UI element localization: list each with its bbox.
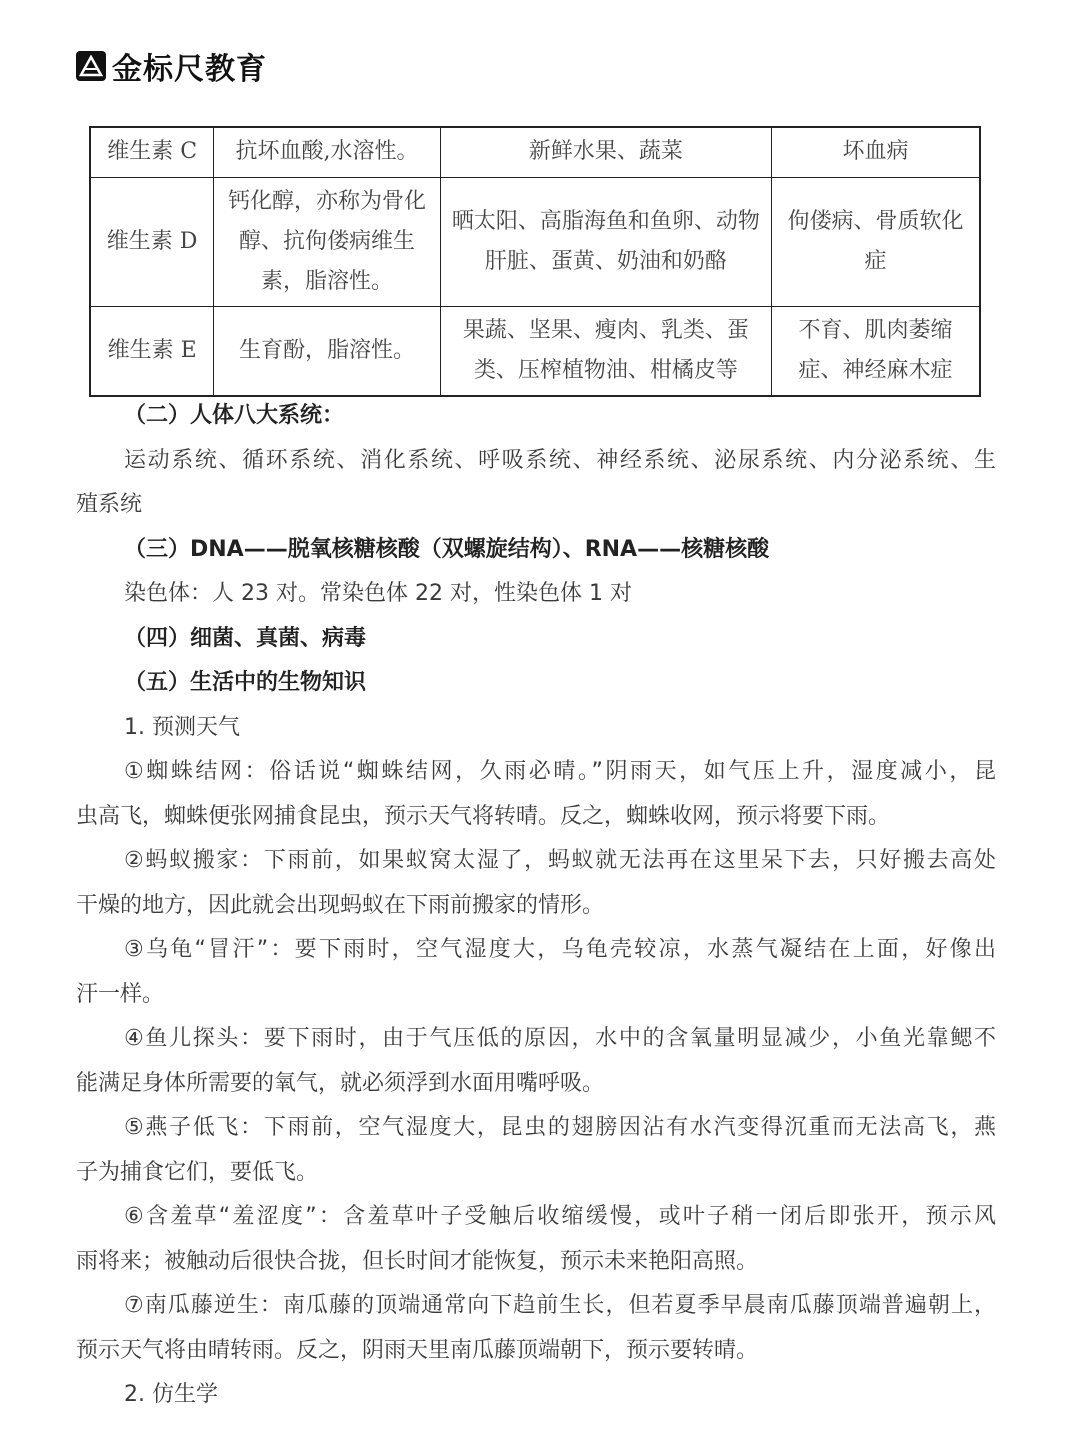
- table-cell: 新鲜水果、蔬菜: [440, 127, 771, 177]
- table-row: [90, 127, 980, 177]
- paragraph-line: 虫高飞，蜘蛛便张网捕食昆虫，预示天气将转晴。反之，蜘蛛收网，预示将要下雨。: [76, 803, 891, 829]
- brand-logo-icon: [76, 51, 106, 81]
- paragraph-line: ②蚂蚁搬家：下雨前，如果蚁窝太湿了，蚂蚁就无法再在这里呆下去，只好搬去高处: [124, 848, 996, 873]
- paragraph-line: ⑦南瓜藤逆生：南瓜藤的顶端通常向下趋前生长，但若夏季早晨南瓜藤顶端普遍朝上，: [124, 1293, 996, 1318]
- brand-logo: [76, 48, 267, 87]
- paragraph-line: ④鱼儿探头：要下雨时，由于气压低的原因，水中的含氧量明显减少，小鱼光靠鳃不: [124, 1026, 996, 1051]
- table-cell: 坏血病: [771, 127, 980, 177]
- table-row: [90, 177, 980, 306]
- table-cell: 佝偻病、骨质软化症: [771, 177, 980, 306]
- paragraph-line: ③乌龟“冒汗”：要下雨时，空气湿度大，乌龟壳较凉，水蒸气凝结在上面，好像出: [124, 937, 996, 962]
- paragraph-line: 运动系统、循环系统、消化系统、呼吸系统、神经系统、泌尿系统、内分泌系统、生: [124, 447, 996, 473]
- section-heading: （三）DNA——脱氧核糖核酸（双螺旋结构）、RNA——核糖核酸: [124, 536, 770, 562]
- table-cell: 生育酚，脂溶性。: [214, 306, 441, 396]
- table-cell: 维生素 D: [90, 177, 214, 306]
- table-cell: 抗坏血酸,水溶性。: [214, 127, 441, 177]
- document-body: [76, 394, 996, 1418]
- section-heading: （五）生活中的生物知识: [124, 670, 367, 695]
- paragraph-line: 干燥的地方，因此就会出现蚂蚁在下雨前搬家的情形。: [76, 892, 605, 918]
- paragraph-line: 染色体：人 23 对。常染色体 22 对，性染色体 1 对: [124, 581, 632, 606]
- paragraph-line: 殖系统: [76, 492, 143, 517]
- brand-name: 金标尺教育: [112, 52, 267, 87]
- paragraph-line: ①蜘蛛结网：俗话说“蜘蛛结网，久雨必晴。”阴雨天，如气压上升，湿度减小，昆: [124, 759, 996, 784]
- table-cell: 果蔬、坚果、瘦肉、乳类、蛋类、压榨植物油、柑橘皮等: [440, 306, 771, 396]
- list-item: 2. 仿生学: [124, 1382, 218, 1407]
- paragraph-line: 汗一样。: [76, 981, 165, 1007]
- paragraph-line: 预示天气将由晴转雨。反之，阴雨天里南瓜藤顶端朝下，预示要转晴。: [76, 1337, 759, 1363]
- section-heading: （四）细菌、真菌、病毒: [124, 625, 367, 651]
- table-cell: 维生素 C: [90, 127, 214, 177]
- table-cell: 晒太阳、高脂海鱼和鱼卵、动物肝脏、蛋黄、奶油和奶酪: [440, 177, 771, 306]
- paragraph-line: 子为捕食它们，要低飞。: [76, 1159, 319, 1185]
- table-cell: 钙化醇，亦称为骨化醇、抗佝偻病维生素，脂溶性。: [214, 177, 441, 306]
- table-cell: 不育、肌肉萎缩症、神经麻木症: [771, 306, 980, 396]
- table-row: [90, 306, 980, 396]
- section-heading: （二）人体八大系统：: [124, 403, 345, 428]
- vitamin-table: [89, 126, 981, 397]
- paragraph-line: ⑤燕子低飞：下雨前，空气湿度大，昆虫的翅膀因沾有水汽变得沉重而无法高飞，燕: [124, 1115, 996, 1140]
- paragraph-line: ⑥含羞草“羞涩度”：含羞草叶子受触后收缩缓慢，或叶子稍一闭后即张开，预示风: [124, 1204, 996, 1229]
- paragraph-line: 雨将来；被触动后很快合拢，但长时间才能恢复，预示未来艳阳高照。: [76, 1248, 759, 1274]
- table-cell: 维生素 E: [90, 306, 214, 396]
- list-item: 1. 预测天气: [124, 714, 240, 740]
- paragraph-line: 能满足身体所需要的氧气，就必须浮到水面用嘴呼吸。: [76, 1070, 605, 1096]
